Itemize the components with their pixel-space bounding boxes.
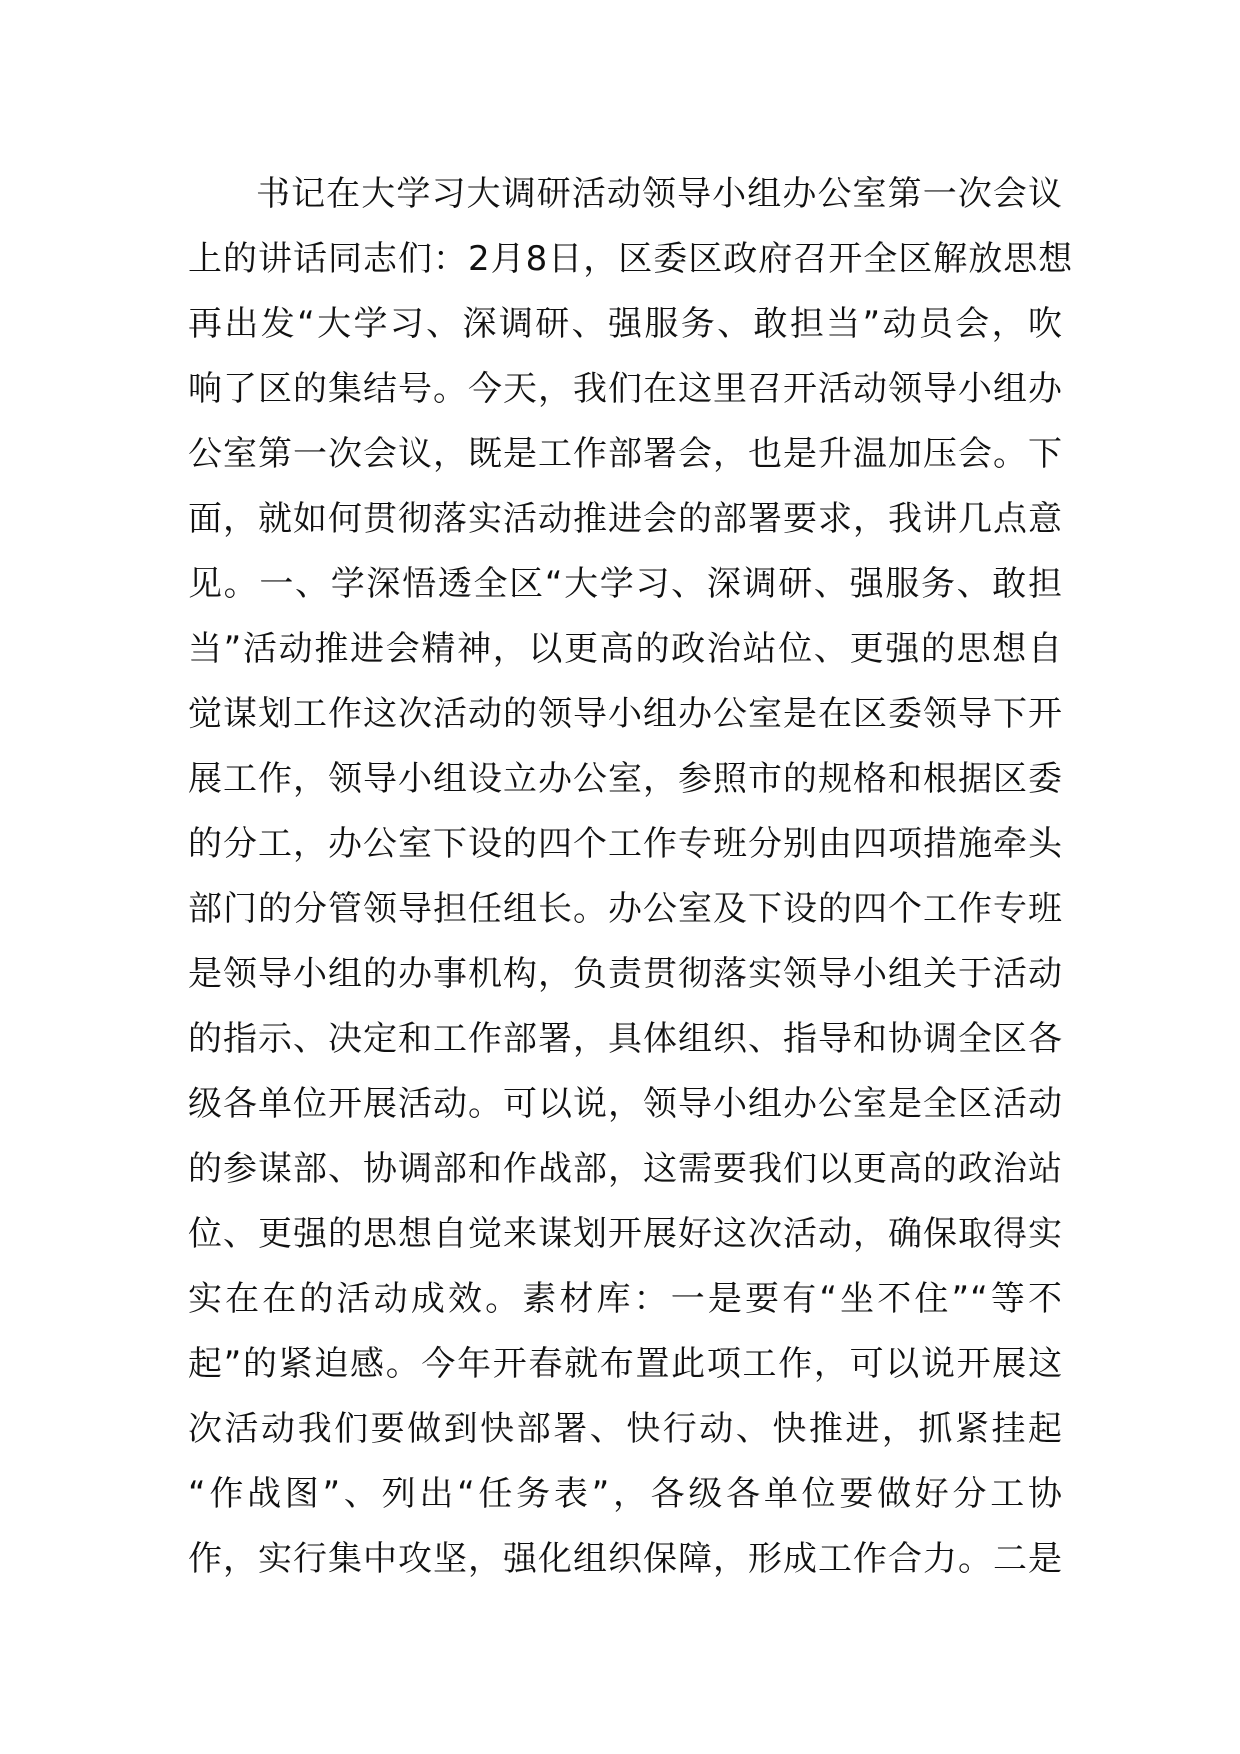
text-line: 是领导小组的办事机构，负责贯彻落实领导小组关于活动 [188, 954, 1063, 994]
text-line: 书记在大学习大调研活动领导小组办公室第一次会议 [256, 174, 1063, 214]
text-line: 作，实行集中攻坚，强化组织保障，形成工作合力。二是 [188, 1539, 1063, 1579]
text-line: 当”活动推进会精神，以更高的政治站位、更强的思想自 [188, 629, 1063, 669]
text-line: 部门的分管领导担任组长。办公室及下设的四个工作专班 [188, 889, 1063, 929]
text-line: 次活动我们要做到快部署、快行动、快推进，抓紧挂起 [188, 1409, 1063, 1449]
text-line: 觉谋划工作这次活动的领导小组办公室是在区委领导下开 [188, 694, 1063, 734]
text-line: 位、更强的思想自觉来谋划开展好这次活动，确保取得实 [188, 1214, 1063, 1254]
text-line: 响了区的集结号。今天，我们在这里召开活动领导小组办 [188, 369, 1063, 409]
text-line: 再出发“大学习、深调研、强服务、敢担当”动员会，吹 [188, 304, 1063, 344]
text-line: 级各单位开展活动。可以说，领导小组办公室是全区活动 [188, 1084, 1063, 1124]
text-line: 展工作，领导小组设立办公室，参照市的规格和根据区委 [188, 759, 1063, 799]
text-line: “作战图”、列出“任务表”，各级各单位要做好分工协 [188, 1474, 1063, 1514]
text-line: 的参谋部、协调部和作战部，这需要我们以更高的政治站 [188, 1149, 1063, 1189]
body-text [188, 162, 1074, 1592]
text-line: 起”的紧迫感。今年开春就布置此项工作，可以说开展这 [188, 1344, 1063, 1384]
text-line: 见。一、学深悟透全区“大学习、深调研、强服务、敢担 [188, 564, 1063, 604]
text-line: 面，就如何贯彻落实活动推进会的部署要求，我讲几点意 [188, 499, 1063, 539]
text-line: 的分工，办公室下设的四个工作专班分别由四项措施牵头 [188, 824, 1063, 864]
text-line: 公室第一次会议，既是工作部署会，也是升温加压会。下 [188, 434, 1063, 474]
text-line: 实在在的活动成效。素材库：一是要有“坐不住”“等不 [188, 1279, 1063, 1319]
text-line: 上的讲话同志们：2月8日，区委区政府召开全区解放思想 [188, 239, 1074, 279]
text-line: 的指示、决定和工作部署，具体组织、指导和协调全区各 [188, 1019, 1063, 1059]
